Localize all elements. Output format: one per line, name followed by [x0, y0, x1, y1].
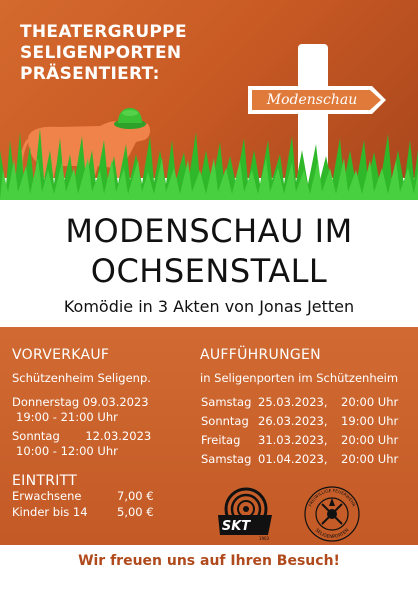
skt-logo-text: SKT: [221, 519, 251, 534]
fire-brigade-bottom-text: SELIGENPORTEN: [313, 528, 351, 541]
presale-location: Schützenheim Seligenp.: [12, 371, 151, 385]
sign-text: Modenschau: [266, 92, 358, 108]
skt-logo-year: 1903: [258, 536, 270, 541]
presenter-line-3: PRÄSENTIERT:: [20, 64, 160, 84]
performance-weekday: Sonntag: [201, 414, 249, 428]
skt-club-logo: [216, 485, 274, 541]
admission-price-child: 5,00 €: [117, 505, 154, 519]
meadow-illustration: [0, 0, 418, 200]
performance-date: 31.03.2023,: [258, 433, 328, 447]
footer-message: Wir freuen uns auf Ihren Besuch!: [78, 553, 340, 569]
presale-heading: VORVERKAUF: [12, 347, 110, 363]
presale-date-1-day: Donnerstag 09.03.2023: [12, 395, 149, 409]
title-line-1: MODENSCHAU IM: [65, 212, 353, 250]
admission-price-adult: 7,00 €: [117, 489, 154, 503]
performance-date: 25.03.2023,: [258, 395, 328, 409]
fire-brigade-top-text: FREIWILLIGE FEUERWEHR: [307, 487, 357, 508]
performance-date: 01.04.2023,: [258, 452, 328, 466]
hat-illustration: [114, 108, 146, 129]
performance-time: 20:00 Uhr: [341, 452, 399, 466]
admission-label-child: Kinder bis 14: [12, 505, 88, 519]
admission-heading: EINTRITT: [12, 473, 78, 489]
subtitle: Komödie in 3 Akten von Jonas Jetten: [63, 297, 355, 316]
performance-weekday: Freitag: [201, 433, 241, 447]
performance-weekday: Samstag: [201, 452, 252, 466]
performance-date: 26.03.2023,: [258, 414, 328, 428]
performance-time: 19:00 Uhr: [341, 414, 399, 428]
title-line-2: OCHSENSTALL: [90, 252, 328, 290]
performance-weekday: Samstag: [201, 395, 252, 409]
admission-label-adult: Erwachsene: [12, 489, 82, 503]
presale-date-1-time: 19:00 - 21:00 Uhr: [16, 410, 118, 424]
performance-time: 20:00 Uhr: [341, 395, 399, 409]
presale-date-2-time: 10:00 - 12:00 Uhr: [16, 444, 118, 458]
header-banner: [0, 0, 418, 200]
presale-date-2-day: Sonntag 12.03.2023: [12, 429, 152, 443]
performances-location: in Seligenporten im Schützenheim: [200, 371, 399, 385]
performances-heading: AUFFÜHRUNGEN: [200, 347, 321, 363]
presenter-line-1: THEATERGRUPPE: [20, 22, 187, 42]
presenter-line-2: SELIGENPORTEN: [20, 43, 182, 63]
fire-brigade-logo: [302, 484, 362, 544]
performance-time: 20:00 Uhr: [341, 433, 399, 447]
